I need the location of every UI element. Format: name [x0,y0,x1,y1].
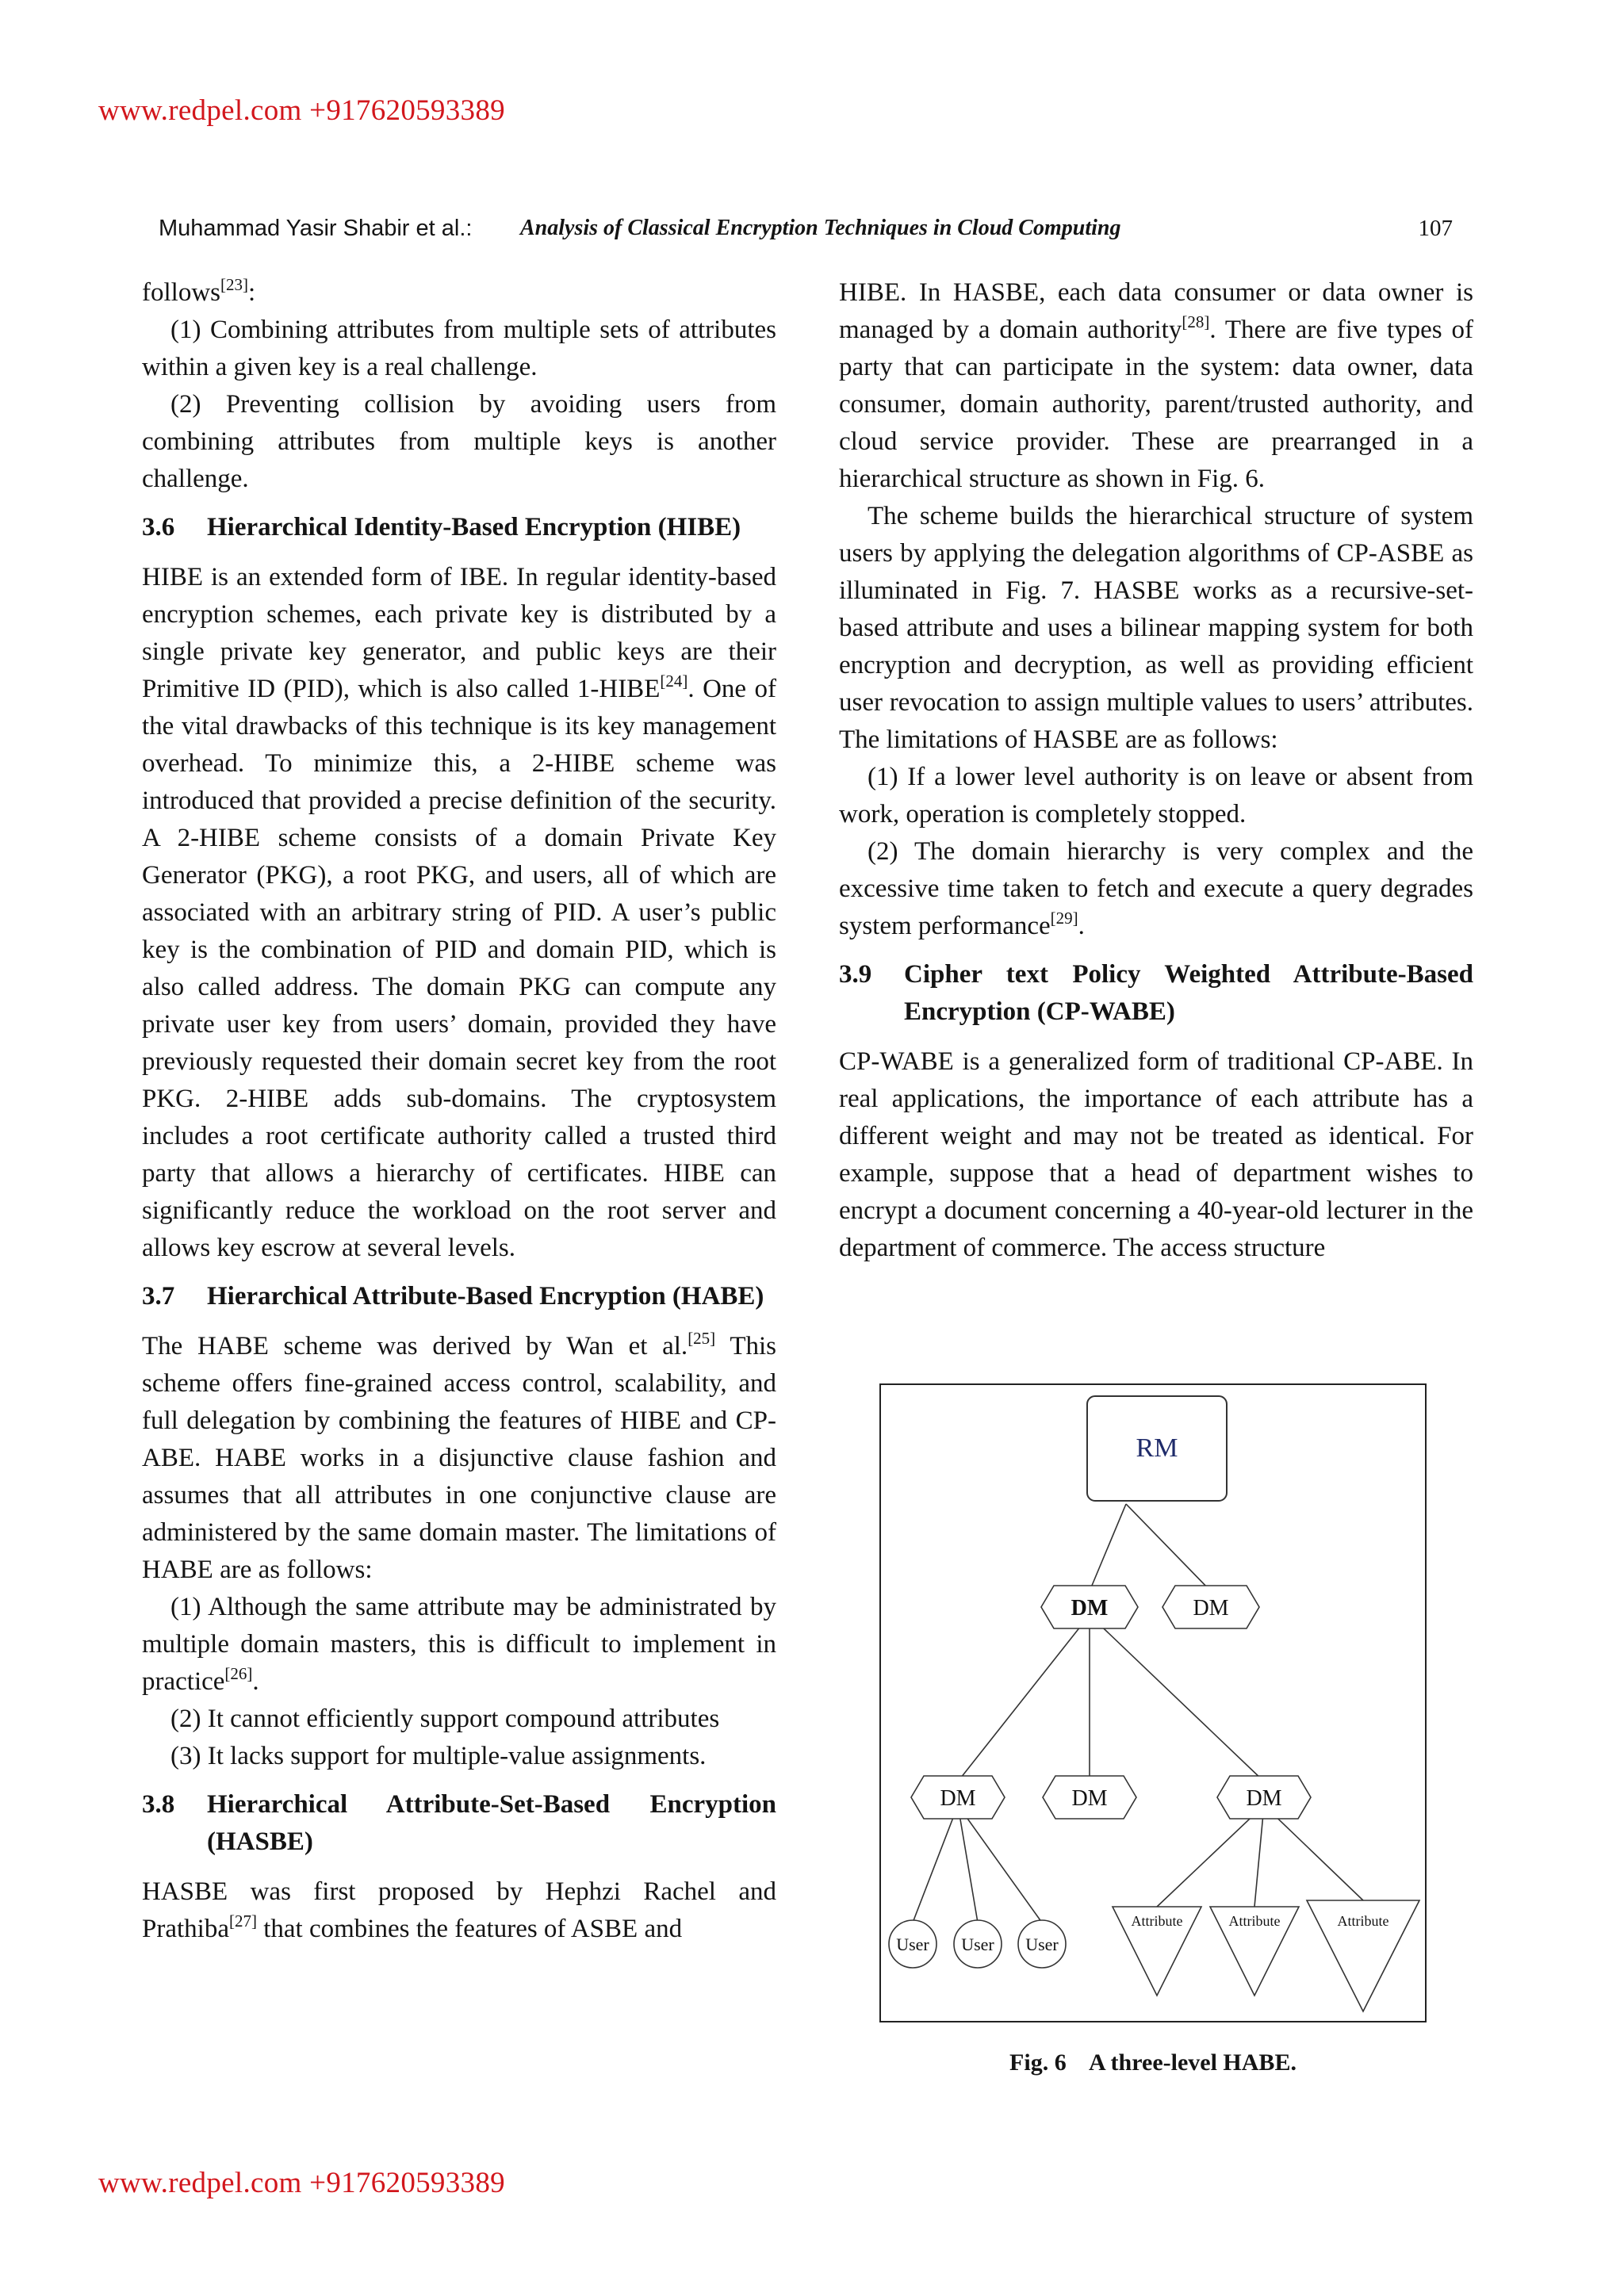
section-heading-3-9: 3.9 Cipher text Policy Weighted Attribute-Based Encryption (CP-WABE) [839,960,1473,1026]
paragraph: The scheme builds the hierarchical structure of system users by applying the delegation algorithms of CP-ASBE as illuminated in Fig. 7. HASBE works as a recursive-set-based attribute and uses a bilinear mapping system for both encryption and decryption, as well as providing efficient user revocation to assign multiple values to users’ attributes. The limitations of HASBE are as follows: [839,502,1473,754]
root-node-label: RM [1136,1433,1178,1463]
right-column [839,274,1473,1267]
citation: [29] [1050,909,1078,928]
left-column [142,274,776,1948]
attribute-label: Attribute [1131,1913,1183,1929]
list-item: (1) Combining attributes from multiple sets of attributes within a given key is a real challenge. [142,316,776,381]
page-number: 107 [1418,216,1453,241]
list-item: (2) The domain hierarchy is very complex and the excessive time taken to fetch and execute a query degrades system performance[29]. [839,837,1473,940]
citation: [23] [220,275,248,294]
domain-master-label: DM [1071,1786,1108,1811]
attribute-label: Attribute [1337,1913,1389,1929]
tree-edges [913,1504,1363,1923]
list-item: (2) Preventing collision by avoiding users from combining attributes from multiple keys is another challenge. [142,390,776,493]
watermark-top: www.redpel.com +917620593389 [98,94,505,127]
domain-master-label: DM [1246,1786,1282,1811]
list-item: (1) Although the same attribute may be administrated by multiple domain masters, this is difficult to implement in practice[26]. [142,1593,776,1696]
running-head-authors: Muhammad Yasir Shabir et al.: [159,216,473,241]
paragraph: The HABE scheme was derived by Wan et al.[25] This scheme offers fine-grained access control, scalability, and full delegation by combining the features of HIBE and CP-ABE. HABE works in a disjunctive clause fashion and assumes that all attributes in one conjunctive clause are administered by the same domain master. The limitations of HABE are as follows: [142,1329,776,1584]
paragraph: HASBE was first proposed by Hephzi Rachel and Prathiba[27] that combines the features of ASBE and [142,1877,776,1943]
domain-master-label: DM [1071,1596,1109,1621]
user-label: User [896,1934,929,1954]
running-head-title: Analysis of Classical Encryption Techniques in Cloud Computing [520,216,1121,240]
user-label: User [961,1934,994,1954]
citation: [27] [228,1911,257,1931]
user-label: User [1025,1934,1059,1954]
running-head [159,216,1453,247]
list-item: (1) If a lower level authority is on leave or absent from work, operation is completely stopped. [839,763,1473,828]
list-item: (3) It lacks support for multiple-value assignments. [170,1742,707,1770]
citation: [25] [688,1329,716,1348]
section-heading-3-6: 3.6 Hierarchical Identity-Based Encryption (HIBE) [142,513,741,541]
citation: [28] [1182,312,1210,331]
habe-tree-svg [881,1385,1428,2024]
figure-caption: Fig. 6 A three-level HABE. [1009,2049,1297,2076]
paragraph: CP-WABE is a generalized form of traditional CP-ABE. In real applications, the importance of each attribute has a different weight and may not be treated as identical. For example, suppose that a head of department wishes to encrypt a document concerning a 40-year-old lecturer in the department of commerce. The access structure [839,1047,1473,1262]
citation: [24] [660,672,688,691]
citation: [26] [224,1664,253,1683]
paragraph: HIBE. In HASBE, each data consumer or data owner is managed by a domain authority[28]. There are five types of party that can participate in the system: data owner, data consumer, domain authority, parent/trusted authority, and cloud service provider. These are prearranged in a hierarchical structure as shown in Fig. 6. [839,278,1473,493]
section-heading-3-7: 3.7 Hierarchical Attribute-Based Encryption (HABE) [142,1282,764,1311]
figure-6-habe-diagram [879,1383,1427,2022]
paragraph: HIBE is an extended form of IBE. In regular identity-based encryption schemes, each private key is distributed by a single private key generator, and public keys are their Primitive ID (PID), which is also called 1-HIBE[24]. One of the vital drawbacks of this technique is its key management overhead. To minimize this, a 2-HIBE scheme was introduced that provided a precise definition of the security. A 2-HIBE scheme consists of a domain Private Key Generator (PKG), a root PKG, and users, all of which are associated with an arbitrary string of PID. A user’s public key is the combination of PID and domain PID, which is also called address. The domain PKG can compute any private user key from users’ domain, provided they have previously requested their domain secret key from the root PKG. 2-HIBE adds sub-domains. The cryptosystem includes a root certificate authority called a trusted third party that allows a hierarchy of certificates. HIBE can significantly reduce the workload on the root server and allows key escrow at several levels. [142,563,776,1262]
list-item: (2) It cannot efficiently support compound attributes [170,1705,720,1733]
attribute-label: Attribute [1228,1913,1281,1929]
paragraph-follows: follows[23]: [142,275,256,307]
domain-master-label: DM [940,1786,976,1811]
watermark-bottom: www.redpel.com +917620593389 [98,2167,505,2199]
domain-master-label: DM [1193,1596,1229,1621]
section-heading-3-8: 3.8 Hierarchical Attribute-Set-Based Encryption (HASBE) [142,1790,776,1856]
